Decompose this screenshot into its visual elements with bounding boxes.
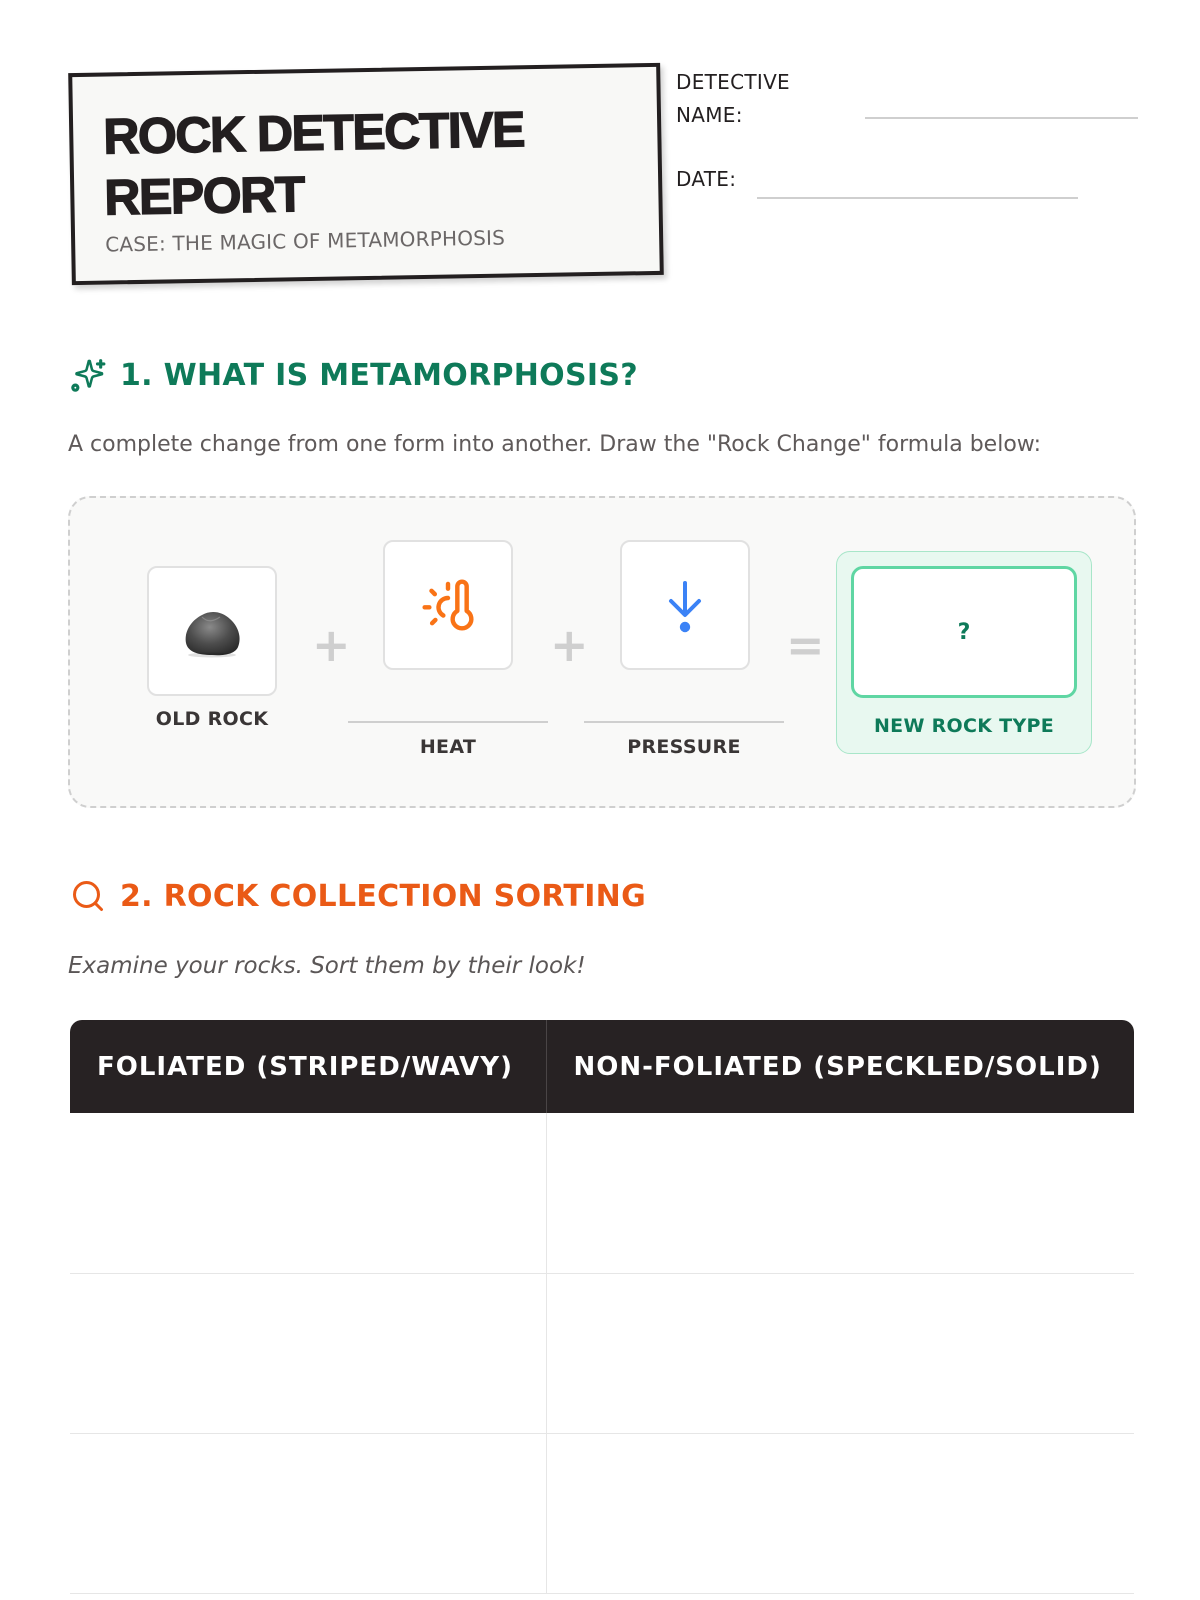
table-row	[70, 1433, 1134, 1593]
foliated-cell[interactable]	[70, 1273, 546, 1433]
old-rock-tile[interactable]	[147, 566, 277, 696]
section-2-title: 2. ROCK COLLECTION SORTING	[120, 878, 646, 914]
section-1-title: 1. WHAT IS METAMORPHOSIS?	[120, 357, 638, 393]
page-title: ROCK DETECTIVE REPORT	[102, 101, 525, 226]
plus-sign-2: +	[550, 618, 589, 672]
new-rock-answer-box[interactable]: ?	[851, 566, 1077, 698]
pressure-label: PRESSURE	[627, 736, 741, 758]
table-row	[70, 1113, 1134, 1273]
case-subtitle: CASE: THE MAGIC OF METAMORPHOSIS	[104, 225, 506, 257]
section-1-intro: A complete change from one form into another. Draw the "Rock Change" formula below:	[68, 432, 1041, 457]
non-foliated-column-header: NON-FOLIATED (SPECKLED/SOLID)	[546, 1020, 1134, 1113]
search-icon	[68, 876, 108, 916]
rock-sorting-table	[70, 1020, 1134, 1594]
equals-sign: =	[786, 618, 825, 672]
foliated-cell[interactable]	[70, 1113, 546, 1273]
foliated-cell[interactable]	[70, 1433, 546, 1593]
heat-tile[interactable]	[383, 540, 513, 670]
detective-name-label	[676, 66, 790, 132]
heat-line	[348, 721, 548, 723]
detective-name-label-line2: NAME:	[676, 103, 743, 127]
thermometer-sun-icon	[420, 577, 476, 633]
detective-name-field[interactable]	[865, 117, 1138, 119]
heat-label: HEAT	[419, 736, 477, 758]
section-2-heading	[68, 876, 646, 916]
non-foliated-cell[interactable]	[546, 1273, 1134, 1433]
section-1-heading	[68, 355, 638, 395]
foliated-column-header: FOLIATED (STRIPED/WAVY)	[70, 1020, 546, 1113]
title-card	[68, 63, 664, 285]
section-2-intro: Examine your rocks. Sort them by their look!	[68, 953, 586, 979]
sparkles-icon	[68, 355, 108, 395]
plus-sign-1: +	[312, 618, 351, 672]
pressure-line	[584, 721, 784, 723]
table-header-row	[70, 1020, 1134, 1113]
new-rock-label: NEW ROCK TYPE	[873, 715, 1055, 737]
non-foliated-cell[interactable]	[546, 1113, 1134, 1273]
old-rock-label: OLD ROCK	[155, 708, 269, 730]
date-label: DATE:	[676, 167, 737, 191]
new-rock-result	[836, 551, 1092, 754]
table-row	[70, 1273, 1134, 1433]
date-field[interactable]	[757, 197, 1078, 199]
rock-icon	[180, 603, 244, 659]
detective-name-label-line1: DETECTIVE	[676, 70, 790, 94]
non-foliated-cell[interactable]	[546, 1433, 1134, 1593]
pressure-tile[interactable]	[620, 540, 750, 670]
arrow-down-icon	[661, 577, 709, 633]
